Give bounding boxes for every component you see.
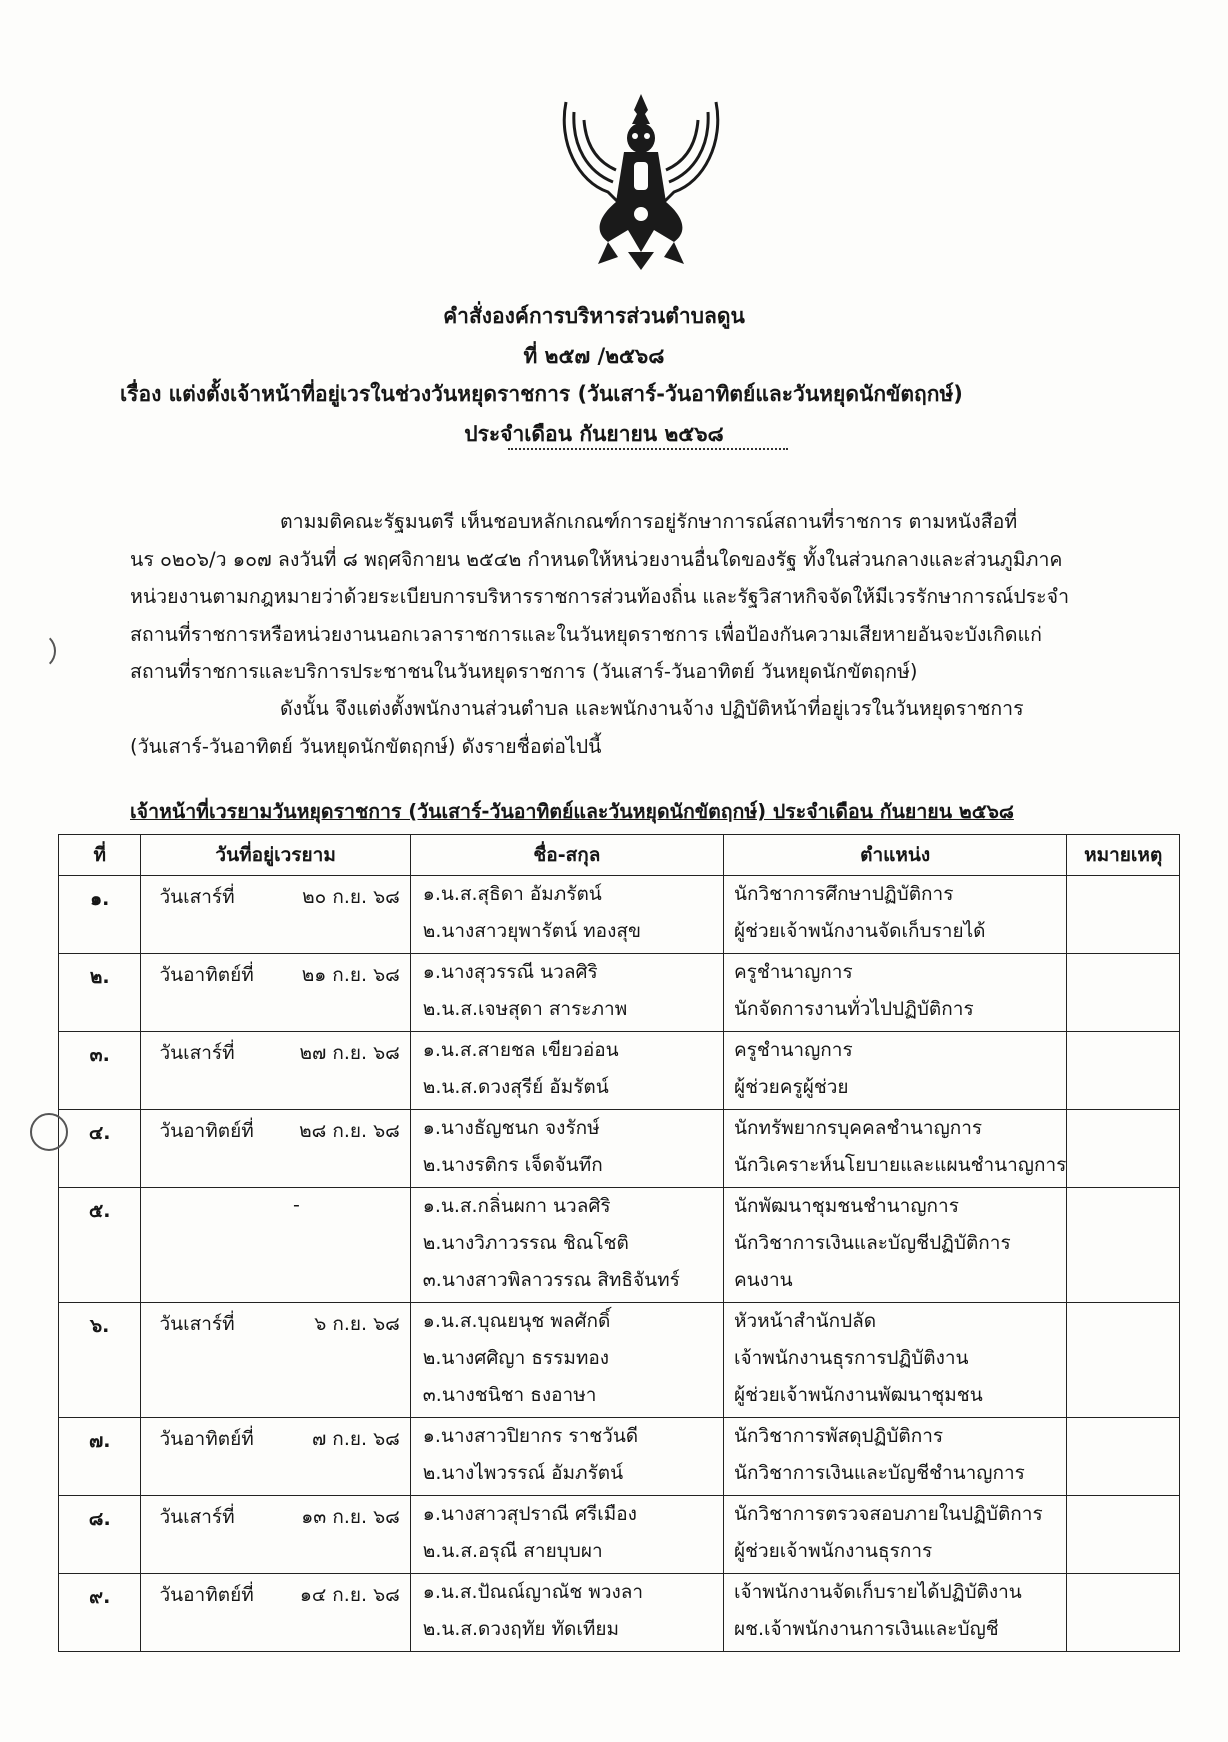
staff-name: ๒.น.ส.อรุณี สายบุบผา (422, 1540, 603, 1562)
table-title: เจ้าหน้าที่เวรยามวันหยุดราชการ (วันเสาร์-วันอาทิตย์และวันหยุดนักขัตฤกษ์) ประจำเดือน กันยายน ๒๕๖๘ (130, 800, 1014, 823)
remark-cell (1067, 954, 1180, 1032)
staff-position: คนงาน (733, 1269, 793, 1291)
staff-name: ๑.นางสาวปิยากร ราชวันดี (422, 1425, 639, 1447)
positions-cell (723, 954, 1066, 1032)
staff-position: นักวิชาการเงินและบัญชีชำนาญการ (733, 1462, 1025, 1484)
staff-position: ผู้ช่วยเจ้าพนักงานธุรการ (733, 1540, 933, 1562)
duty-date-cell (141, 1188, 410, 1303)
staff-name: ๑.น.ส.สุธิดา อัมภรัตน์ (422, 883, 602, 905)
table-row (59, 1032, 1180, 1110)
staff-position: ผู้ช่วยครูผู้ช่วย (733, 1076, 849, 1098)
staff-position: เจ้าพนักงานจัดเก็บรายได้ปฏิบัติงาน (733, 1581, 1022, 1603)
positions-cell (723, 1303, 1066, 1418)
duty-day: วันอาทิตย์ที่ (159, 1120, 254, 1142)
staff-position: ครูชำนาญการ (733, 1039, 853, 1061)
duty-day: วันอาทิตย์ที่ (159, 1428, 254, 1450)
table-row (59, 1188, 1180, 1303)
order-subject: เรื่อง แต่งตั้งเจ้าหน้าที่อยู่เวรในช่วงวันหยุดราชการ (วันเสาร์-วันอาทิตย์และวันหยุดนักขัตฤกษ์) (120, 382, 963, 406)
paragraph-2 (130, 690, 1150, 765)
staff-position: ครูชำนาญการ (733, 961, 853, 983)
remark-cell (1067, 1032, 1180, 1110)
duty-date: ๖ ก.ย. ๖๘ (314, 1313, 400, 1335)
table-row (59, 1496, 1180, 1574)
duty-table (58, 834, 1180, 1652)
duty-date: ๑๔ ก.ย. ๖๘ (299, 1584, 400, 1606)
names-cell (410, 876, 723, 954)
staff-name: ๒.น.ส.ดวงฤทัย ทัดเทียม (422, 1618, 620, 1640)
duty-day: วันอาทิตย์ที่ (159, 1584, 254, 1606)
duty-date-cell (141, 1496, 410, 1574)
staff-name: ๒.น.ส.ดวงสุรีย์ อัมรัตน์ (422, 1076, 609, 1098)
staff-name: ๓.นางสาวพิลาวรรณ สิทธิจันทร์ (422, 1269, 680, 1291)
positions-cell (723, 1418, 1066, 1496)
names-cell (410, 1110, 723, 1188)
names-cell (410, 1188, 723, 1303)
dotted-divider (508, 448, 788, 450)
staff-position: นักวิชาการตรวจสอบภายในปฏิบัติการ (733, 1503, 1043, 1525)
paragraph-line: ตามมติคณะรัฐมนตรี เห็นชอบหลักเกณฑ์การอยู่รักษาการณ์สถานที่ราชการ ตามหนังสือที่ (280, 510, 1018, 533)
duty-date-cell (141, 1418, 410, 1496)
header-name: ชื่อ-สกุล (410, 835, 723, 876)
duty-date: ๒๑ ก.ย. ๖๘ (301, 964, 400, 986)
duty-date-cell (141, 1110, 410, 1188)
duty-date-cell (141, 1574, 410, 1652)
staff-position: ผู้ช่วยเจ้าพนักงานพัฒนาชุมชน (733, 1384, 983, 1406)
paragraph-line: หน่วยงานตามกฎหมายว่าด้วยระเบียบการบริหารราชการส่วนท้องถิ่น และรัฐวิสาหกิจจัดให้มีเวรรักษาการณ์ประจำ (130, 585, 1070, 608)
row-number: ๘. (59, 1496, 141, 1574)
staff-position: นักทรัพยากรบุคคลชำนาญการ (733, 1117, 983, 1139)
duty-date: ๗ ก.ย. ๖๘ (311, 1428, 400, 1450)
paragraph-1 (130, 503, 1150, 691)
staff-name: ๒.นางไพวรรณ์ อัมภรัตน์ (422, 1462, 624, 1484)
staff-name: ๑.น.ส.สายชล เขียวอ่อน (422, 1039, 619, 1061)
table-row (59, 1418, 1180, 1496)
paragraph-line: ดังนั้น จึงแต่งตั้งพนักงานส่วนตำบล และพนักงานจ้าง ปฏิบัติหน้าที่อยู่เวรในวันหยุดราชการ (280, 697, 1024, 720)
garuda-emblem-icon (558, 92, 724, 270)
header-date: วันที่อยู่เวรยาม (141, 835, 410, 876)
staff-name: ๒.น.ส.เจษสุดา สาระภาพ (422, 998, 628, 1020)
row-number: ๓. (59, 1032, 141, 1110)
row-number: ๗. (59, 1418, 141, 1496)
header-remark: หมายเหตุ (1067, 835, 1180, 876)
positions-cell (723, 1574, 1066, 1652)
remark-cell (1067, 876, 1180, 954)
duty-date: ๒๐ ก.ย. ๖๘ (302, 886, 400, 908)
staff-position: หัวหน้าสำนักปลัด (733, 1310, 877, 1332)
row-number: ๔. (59, 1110, 141, 1188)
staff-name: ๒.นางสาวยุพารัตน์ ทองสุข (422, 920, 641, 942)
duty-date-cell (141, 1303, 410, 1418)
table-row (59, 876, 1180, 954)
duty-day: วันอาทิตย์ที่ (159, 964, 254, 986)
names-cell (410, 1418, 723, 1496)
remark-cell (1067, 1418, 1180, 1496)
table-row (59, 1110, 1180, 1188)
duty-date-cell (141, 876, 410, 954)
duty-day: วันเสาร์ที่ (159, 1506, 235, 1528)
staff-name: ๑.น.ส.ปัณณ์ญาณัช พวงลา (422, 1581, 644, 1603)
header-no: ที่ (59, 835, 141, 876)
remark-cell (1067, 1303, 1180, 1418)
table-header-row (59, 835, 1180, 876)
staff-name: ๒.นางศศิญา ธรรมทอง (422, 1347, 610, 1369)
staff-position: นักวิชาการศึกษาปฏิบัติการ (733, 883, 954, 905)
duty-day: วันเสาร์ที่ (159, 1042, 235, 1064)
duty-date-cell (141, 1032, 410, 1110)
staff-name: ๑.น.ส.กลิ่นผกา นวลศิริ (422, 1195, 611, 1217)
names-cell (410, 1032, 723, 1110)
staff-position: นักวิชาการเงินและบัญชีปฏิบัติการ (733, 1232, 1011, 1254)
names-cell (410, 1303, 723, 1418)
duty-date: ๒๗ ก.ย. ๖๘ (299, 1042, 400, 1064)
staff-name: ๓.นางชนิชา ธงอาษา (422, 1384, 597, 1406)
staff-position: นักจัดการงานทั่วไปปฏิบัติการ (733, 998, 974, 1020)
paragraph-line: นร ๐๒๐๖/ว ๑๐๗ ลงวันที่ ๘ พฤศจิกายน ๒๕๔๒ กำหนดให้หน่วยงานอื่นใดของรัฐ ทั้งในส่วนกลางและส่วนภูมิภาค (130, 547, 1063, 571)
positions-cell (723, 1032, 1066, 1110)
order-number: ที่ ๒๕๗ /๒๕๖๘ (523, 344, 665, 368)
staff-name: ๑.น.ส.บุณยนุช พลศักดิ์ (422, 1310, 611, 1332)
staff-position: นักวิเคราะห์นโยบายและแผนชำนาญการ (733, 1154, 1067, 1176)
positions-cell (723, 1496, 1066, 1574)
remark-cell (1067, 1110, 1180, 1188)
remark-cell (1067, 1188, 1180, 1303)
staff-name: ๒.นางวิภาวรรณ ชิณโชติ (422, 1232, 629, 1254)
row-number: ๕. (59, 1188, 141, 1303)
staff-name: ๑.นางธัญชนก จงรักษ์ (422, 1117, 600, 1139)
table-row (59, 954, 1180, 1032)
duty-date: - (292, 1194, 300, 1216)
row-number: ๖. (59, 1303, 141, 1418)
row-number: ๙. (59, 1574, 141, 1652)
paragraph-line: (วันเสาร์-วันอาทิตย์ วันหยุดนักขัตฤกษ์) ดังรายชื่อต่อไปนี้ (130, 734, 602, 758)
names-cell (410, 1496, 723, 1574)
remark-cell (1067, 1574, 1180, 1652)
staff-position: ผช.เจ้าพนักงานการเงินและบัญชี (733, 1618, 999, 1640)
staff-name: ๒.นางรติกร เจ็ดจันทึก (422, 1154, 603, 1176)
order-title: คำสั่งองค์การบริหารส่วนตำบลดูน (443, 304, 745, 328)
table-row (59, 1574, 1180, 1652)
duty-date-cell (141, 954, 410, 1032)
punch-hole-mark (18, 632, 56, 670)
order-period: ประจำเดือน กันยายน ๒๕๖๘ (464, 422, 724, 446)
row-number: ๑. (59, 876, 141, 954)
staff-position: นักวิชาการพัสดุปฏิบัติการ (733, 1425, 944, 1447)
duty-date: ๒๘ ก.ย. ๖๘ (299, 1120, 400, 1142)
punch-hole-mark (30, 1113, 68, 1151)
names-cell (410, 1574, 723, 1652)
positions-cell (723, 1110, 1066, 1188)
positions-cell (723, 876, 1066, 954)
duty-day: วันเสาร์ที่ (159, 1313, 235, 1335)
table-row (59, 1303, 1180, 1418)
names-cell (410, 954, 723, 1032)
header-position: ตำแหน่ง (723, 835, 1066, 876)
paragraph-line: สถานที่ราชการหรือหน่วยงานนอกเวลาราชการและในวันหยุดราชการ เพื่อป้องกันความเสียหายอันจะบังเกิดแก่ (130, 622, 1042, 646)
duty-date: ๑๓ ก.ย. ๖๘ (301, 1506, 400, 1528)
staff-position: นักพัฒนาชุมชนชำนาญการ (733, 1195, 959, 1217)
row-number: ๒. (59, 954, 141, 1032)
duty-day: วันเสาร์ที่ (159, 886, 235, 908)
staff-name: ๑.นางสุวรรณี นวลศิริ (422, 961, 598, 983)
remark-cell (1067, 1496, 1180, 1574)
staff-name: ๑.นางสาวสุปราณี ศรีเมือง (422, 1503, 637, 1525)
staff-position: เจ้าพนักงานธุรการปฏิบัติงาน (733, 1347, 969, 1369)
staff-position: ผู้ช่วยเจ้าพนักงานจัดเก็บรายได้ (733, 920, 986, 942)
paragraph-line: สถานที่ราชการและบริการประชาชนในวันหยุดราชการ (วันเสาร์-วันอาทิตย์ วันหยุดนักขัตฤกษ์) (130, 660, 918, 683)
positions-cell (723, 1188, 1066, 1303)
